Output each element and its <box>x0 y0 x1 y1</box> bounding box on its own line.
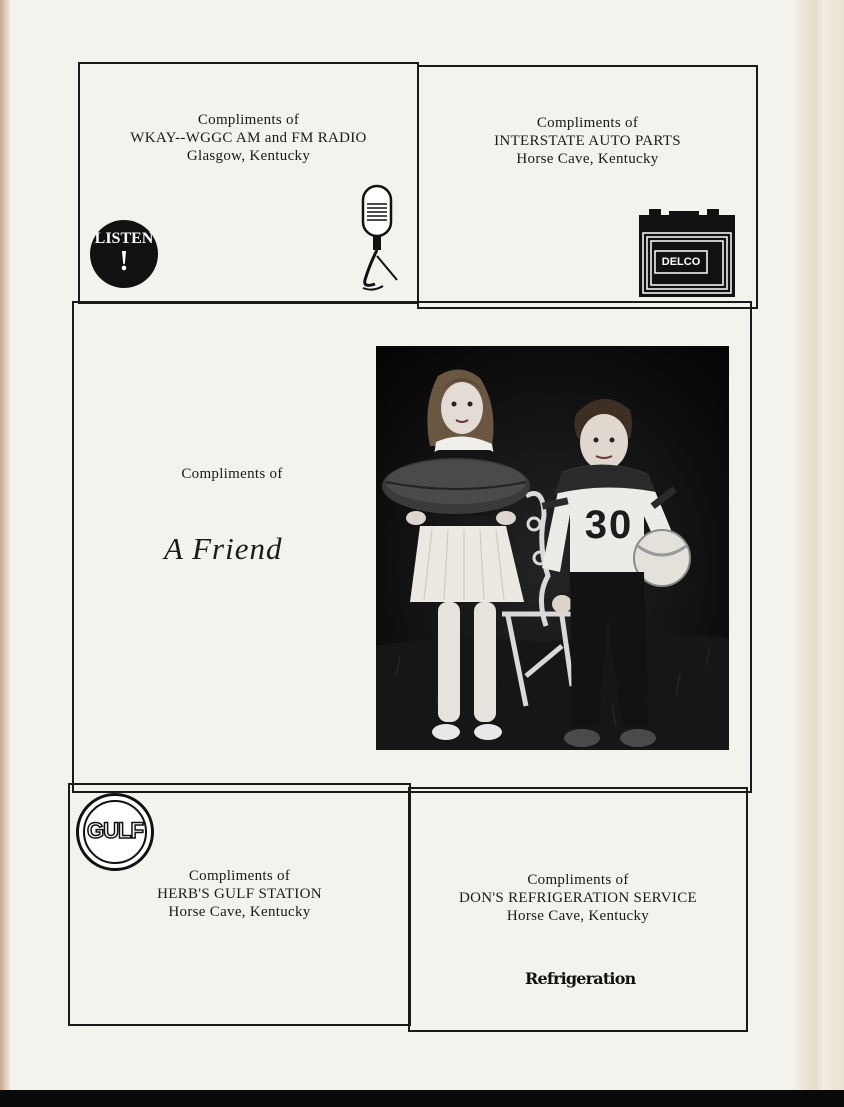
ad-friend-compliments: Compliments of <box>181 466 283 482</box>
children-photo <box>376 346 729 750</box>
refrigeration-logo: Refrigeration <box>525 969 636 988</box>
ad-friend-name: A Friend <box>164 531 283 566</box>
ad-herbs-text <box>70 867 409 921</box>
ad-herbs-name: HERB'S GULF STATION <box>157 886 322 902</box>
ad-herbs-location: Horse Cave, Kentucky <box>168 904 311 920</box>
ad-herbs-compliments: Compliments of <box>188 868 291 884</box>
ad-wkay-compliments: Compliments of <box>197 112 300 128</box>
listen-badge-text: LISTEN <box>94 230 154 247</box>
ad-dons-compliments: Compliments of <box>527 872 629 888</box>
gulf-logo-icon <box>76 793 154 871</box>
ad-wkay-text <box>80 111 417 165</box>
ad-wkay <box>78 62 419 304</box>
facing-page-edge <box>792 0 844 1090</box>
ad-interstate-location: Horse Cave, Kentucky <box>516 151 659 167</box>
ad-herbs <box>68 783 411 1026</box>
book-spine-edge <box>0 0 10 1090</box>
ad-interstate-text <box>419 114 756 168</box>
ad-dons-text <box>410 871 746 925</box>
ad-dons <box>408 787 748 1032</box>
scan-bottom-edge <box>0 1090 844 1107</box>
ad-dons-name: DON'S REFRIGERATION SERVICE <box>459 890 697 906</box>
ad-wkay-location: Glasgow, Kentucky <box>186 148 311 164</box>
ad-friend <box>72 301 752 793</box>
ad-interstate <box>417 65 758 309</box>
ad-interstate-name: INTERSTATE AUTO PARTS <box>494 133 681 149</box>
battery-label: DELCO <box>661 256 701 268</box>
jersey-number: 30 <box>584 503 634 547</box>
ad-dons-location: Horse Cave, Kentucky <box>506 908 650 924</box>
gulf-logo-text: GULF <box>87 818 143 843</box>
microphone-icon <box>357 184 403 294</box>
battery-icon <box>635 207 739 299</box>
ad-wkay-name: WKAY--WGGC AM and FM RADIO <box>130 130 367 146</box>
ad-interstate-compliments: Compliments of <box>536 115 639 131</box>
listen-badge-icon <box>90 220 158 288</box>
listen-badge-mark: ! <box>119 246 129 277</box>
